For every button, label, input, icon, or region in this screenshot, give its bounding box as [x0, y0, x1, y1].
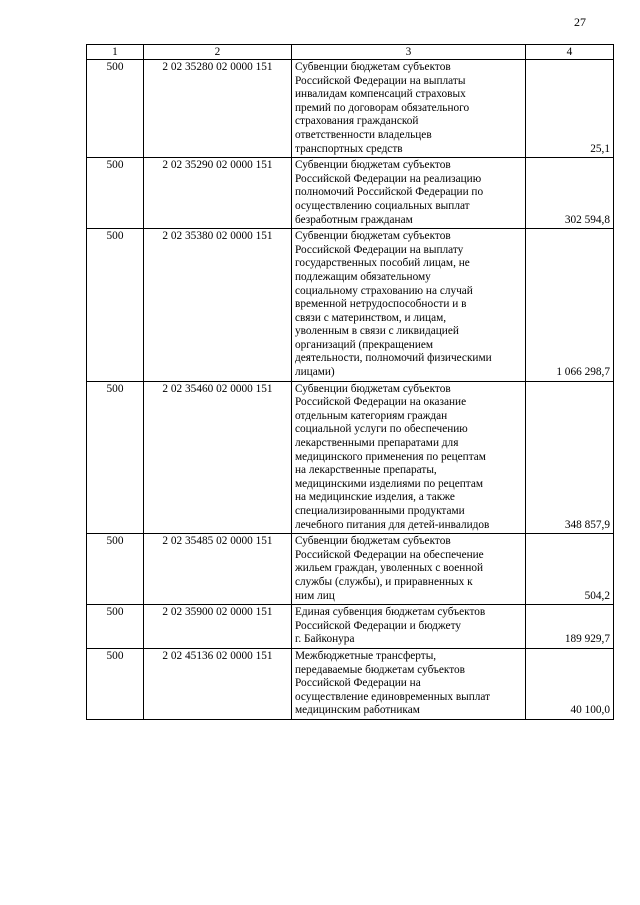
table-header-row [87, 45, 614, 60]
revenue-name-line: связи с материнством, и лицам, [295, 311, 447, 324]
revenue-name-line: Российской Федерации на реализацию [295, 172, 482, 185]
revenue-name-line: страхования гражданской [295, 115, 419, 128]
revenue-name-line: полномочий Российской Федерации по [295, 186, 484, 199]
table-row [87, 381, 614, 534]
revenue-name-cell [292, 648, 526, 719]
budget-code-cell: 2 02 35900 02 0000 151 [144, 605, 292, 649]
revenue-name-line: отдельным категориям граждан [295, 409, 448, 422]
budget-code-cell: 2 02 35485 02 0000 151 [144, 534, 292, 605]
budget-code-cell: 2 02 35460 02 0000 151 [144, 381, 292, 534]
revenue-name-line: Единая субвенция бюджетам субъектов [295, 606, 486, 619]
revenue-name-line: Российской Федерации на выплаты [295, 74, 466, 87]
revenue-name-line: медицинскими изделиями по рецептам [295, 477, 483, 490]
revenue-name-line: Российской Федерации и бюджету [295, 619, 462, 632]
revenue-name-line: ним лиц [295, 589, 335, 602]
revenue-name-cell [292, 534, 526, 605]
table-body [87, 60, 614, 720]
revenue-name-line: передаваемые бюджетам субъектов [295, 663, 466, 676]
revenue-name-line: ответственности владельцев [295, 128, 432, 141]
admin-code-cell: 500 [87, 381, 144, 534]
budget-code-cell: 2 02 35290 02 0000 151 [144, 158, 292, 229]
table-row [87, 158, 614, 229]
revenue-name-cell [292, 60, 526, 158]
amount-cell: 1 066 298,7 [526, 229, 614, 382]
revenue-name-line: государственных пособий лицам, не [295, 257, 470, 270]
table-row [87, 229, 614, 382]
amount-cell: 504,2 [526, 534, 614, 605]
revenue-name-line: социальной услуги по обеспечению [295, 423, 468, 436]
revenue-name-cell [292, 605, 526, 649]
revenue-name-line: Субвенции бюджетам субъектов [295, 230, 451, 243]
admin-code-cell: 500 [87, 605, 144, 649]
table-row [87, 534, 614, 605]
amount-cell: 189 929,7 [526, 605, 614, 649]
revenue-name-line: службы (службы), и приравненных к [295, 575, 473, 588]
column-header-3: 3 [292, 45, 526, 60]
admin-code-cell: 500 [87, 648, 144, 719]
revenue-name-line: транспортных средств [295, 142, 403, 155]
revenue-name-line: подлежащим обязательному [295, 270, 431, 283]
revenue-name-cell [292, 158, 526, 229]
admin-code-cell: 500 [87, 158, 144, 229]
revenue-name-line: медицинским работникам [295, 704, 420, 717]
table-row [87, 605, 614, 649]
budget-table [86, 44, 614, 720]
admin-code-cell: 500 [87, 229, 144, 382]
revenue-name-line: специализированными продуктами [295, 505, 465, 517]
revenue-name-line: Субвенции бюджетам субъектов [295, 382, 451, 395]
page-number: 27 [574, 15, 586, 29]
budget-code-cell: 2 02 35380 02 0000 151 [144, 229, 292, 382]
revenue-name-line: лечебного питания для детей-инвалидов [295, 518, 490, 531]
revenue-name-line: лекарственными препаратами для [295, 437, 459, 450]
revenue-name-line: Субвенции бюджетам субъектов [295, 159, 451, 172]
revenue-name-line: безработным гражданам [295, 213, 413, 226]
revenue-name-line: на медицинские изделия, а также [295, 491, 455, 504]
revenue-name-line: уволенным в связи с ликвидацией [295, 325, 459, 338]
column-header-1: 1 [87, 45, 144, 60]
table-row [87, 60, 614, 158]
revenue-name-line: г. Байконура [295, 633, 355, 646]
revenue-name-line: Межбюджетные трансферты, [295, 649, 437, 662]
revenue-name-line: Российской Федерации на оказание [295, 396, 467, 409]
revenue-name-line: осуществлению социальных выплат [295, 199, 470, 212]
amount-cell: 302 594,8 [526, 158, 614, 229]
revenue-name-cell [292, 381, 526, 534]
revenue-name-line: временной нетрудоспособности и в [295, 298, 467, 311]
revenue-name-line: социальному страхованию на случай [295, 284, 473, 297]
revenue-name-line: лицами) [295, 366, 335, 379]
revenue-name-line: премий по договорам обязательного [295, 101, 470, 114]
amount-cell: 40 100,0 [526, 648, 614, 719]
amount-cell: 25,1 [526, 60, 614, 158]
budget-code-cell: 2 02 45136 02 0000 151 [144, 648, 292, 719]
revenue-name-cell [292, 229, 526, 382]
revenue-name-line: Российской Федерации на обеспечение [295, 548, 484, 561]
budget-code-cell: 2 02 35280 02 0000 151 [144, 60, 292, 158]
revenue-name-line: жильем граждан, уволенных с военной [295, 562, 484, 575]
column-header-2: 2 [144, 45, 292, 60]
admin-code-cell: 500 [87, 534, 144, 605]
revenue-name-line: медицинского применения по рецептам [295, 450, 486, 463]
revenue-name-line: осуществление единовременных выплат [295, 690, 491, 703]
revenue-name-line: Субвенции бюджетам субъектов [295, 535, 451, 548]
revenue-name-line: Субвенции бюджетам субъектов [295, 61, 451, 73]
revenue-name-line: деятельности, полномочий физическими [295, 352, 492, 365]
revenue-name-line: Российской Федерации на выплату [295, 243, 464, 256]
amount-cell: 348 857,9 [526, 381, 614, 534]
revenue-name-line: на лекарственные препараты, [295, 464, 437, 477]
table-row [87, 648, 614, 719]
revenue-name-line: Российской Федерации на [295, 677, 421, 690]
admin-code-cell: 500 [87, 60, 144, 158]
revenue-name-line: организаций (прекращением [295, 338, 434, 351]
column-header-4: 4 [526, 45, 614, 60]
revenue-name-line: инвалидам компенсаций страховых [295, 88, 466, 101]
